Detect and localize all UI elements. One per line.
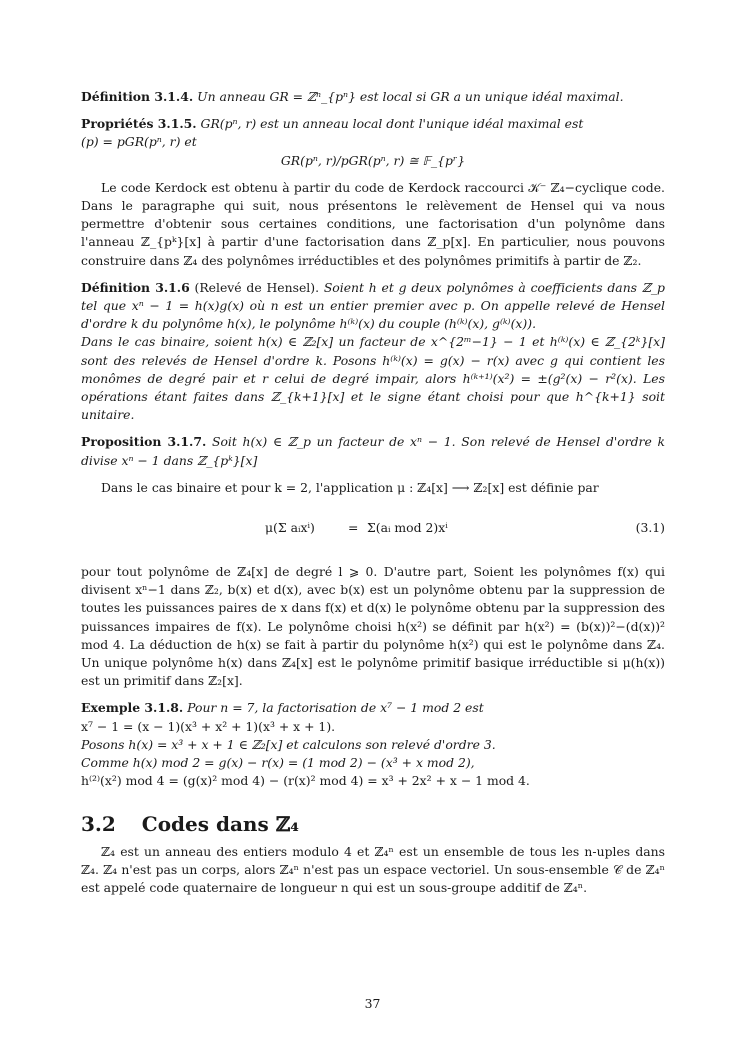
example-line-2: x⁷ − 1 = (x − 1)(x³ + x² + 1)(x³ + x + 1). — [81, 718, 336, 734]
equation-equals: = — [348, 520, 359, 536]
properties-line-1: GR(pⁿ, r) est un anneau local dont l'unique idéal maximal est — [200, 116, 584, 132]
properties-3-1-5 — [81, 115, 665, 151]
definition-label: Définition 3.1.6 — [81, 279, 190, 295]
section-heading — [81, 811, 665, 836]
properties-line-2: (p) = pGR(pⁿ, r) et — [81, 134, 197, 150]
equation-lhs: μ(Σ aᵢxⁱ) — [265, 520, 315, 536]
section-title: Codes dans ℤ₄ — [141, 811, 300, 836]
example-3-1-8 — [81, 699, 665, 790]
proposition-3-1-7 — [81, 433, 665, 469]
definition-text-1: Soient h et g deux polynômes à coefficients dans ℤ_p tel que xⁿ − 1 = h(x)g(x) où n est un entier premier avec p. On appelle relevé de Hensel d'ordre k du polynôme h(x), le polynôme h⁽ᵏ⁾(x) du couple (h⁽ᵏ⁾(x), g⁽ᵏ⁾(x)). — [81, 279, 665, 332]
properties-label: Propriétés 3.1.5. — [81, 116, 197, 132]
paragraph-polynomials: pour tout polynôme de ℤ₄[x] de degré l ⩾ 0. D'autre part, Soient les polynômes f(x) qui divisent xⁿ−1 dans ℤ₂, b(x) et d(x), avec b(x) est un polynôme obtenu par la suppression de toutes les puissances paires de x dans f(x) et d(x) le polynôme obtenu par la suppression des puissances impaires de f(x). Le polynôme choisi h(x²) se définit par h(x²) = (b(x))²−(d(x))² mod 4. La déduction de h(x) se fait à partir du polynôme h(x²) qui est le polynôme dans ℤ₄. Un unique polynôme h(x) dans ℤ₄[x] est le polynôme primitif basique irréductible si μ(h(x)) est un primitif dans ℤ₂[x]. — [81, 564, 665, 689]
definition-3-1-4 — [81, 88, 665, 106]
example-line-1: Pour n = 7, la factorisation de x⁷ − 1 mod 2 est — [187, 700, 484, 716]
example-label: Exemple 3.1.8. — [81, 700, 184, 716]
equation-3-1 — [81, 501, 665, 557]
proposition-label: Proposition 3.1.7. — [81, 434, 207, 450]
definition-label: Définition 3.1.4. — [81, 89, 194, 104]
page-body — [81, 88, 665, 897]
example-line-3: Posons h(x) = x³ + x + 1 ∈ ℤ₂[x] et calculons son relevé d'ordre 3. — [81, 736, 496, 752]
example-line-5: h⁽²⁾(x²) mod 4 = (g(x)² mod 4) − (r(x)² mod 4) = x³ + 2x² + x − 1 mod 4. — [81, 773, 530, 789]
section-number: 3.2 — [81, 811, 116, 836]
definition-text: Un anneau GR = ℤⁿ_{pⁿ} est local si GR a un unique idéal maximal. — [197, 89, 624, 104]
paragraph-kerdock: Le code Kerdock est obtenu à partir du code de Kerdock raccourci 𝒦⁻ ℤ₄−cyclique code. Dans le paragraphe qui suit, nous présentons le relèvement de Hensel qui va nous permettre d'obtenir sous certaines conditions, une factorisation d'un polynôme dans l'anneau ℤ_{pᵏ}[x] à partir d'une factorisation dans ℤ_p[x]. En particulier, nous pouvons construire dans ℤ₄ des polynômes irréductibles et des polynômes primitifs à partir de ℤ₂. — [81, 179, 665, 268]
page-number: 37 — [364, 996, 381, 1011]
definition-text-2: Dans le cas binaire, soient h(x) ∈ ℤ₂[x] un facteur de x^{2ᵐ−1} − 1 et h⁽ᵏ⁾(x) ∈ ℤ_{2ᵏ}[x] sont des relevés de Hensel d'ordre k. Posons h⁽ᵏ⁾(x) = g(x) − r(x) avec g qui contient les monômes de degré pair et r celui de degré impair, alors h⁽ᵏ⁺¹⁾(x²) = ±(g²(x) − r²(x). Les opérations étant faites dans ℤ_{k+1}[x] et le signe étant choisi pour que h^{k+1} soit unitaire. — [81, 334, 665, 423]
example-line-4: Comme h(x) mod 2 = g(x) − r(x) = (1 mod 2) − (x³ + x mod 2), — [81, 755, 475, 771]
paragraph-binary-case: Dans le cas binaire et pour k = 2, l'application μ : ℤ₄[x] ⟶ ℤ₂[x] est définie par — [101, 479, 599, 495]
proposition-text: Soit h(x) ∈ ℤ_p un facteur de xⁿ − 1. Son relevé de Hensel d'ordre k divise xⁿ − 1 dans ℤ_{pᵏ}[x] — [81, 434, 665, 468]
paragraph-codes: ℤ₄ est un anneau des entiers modulo 4 et ℤ₄ⁿ est un ensemble de tous les n-uples dans ℤ₄. ℤ₄ n'est pas un corps, alors ℤ₄ⁿ n'est pas un espace vectoriel. Un sous-ensemble 𝒞 de ℤ₄ⁿ est appelé code quaternaire de longueur n qui est un sous-groupe additif de ℤ₄ⁿ. — [81, 843, 665, 896]
definition-title: (Relevé de Hensel). — [194, 279, 320, 295]
equation-number: (3.1) — [635, 520, 665, 536]
definition-3-1-6 — [81, 279, 665, 425]
properties-formula: GR(pⁿ, r)/pGR(pⁿ, r) ≅ 𝔽_{pʳ} — [280, 152, 466, 168]
equation-rhs: Σ(aᵢ mod 2)xⁱ — [367, 520, 448, 536]
